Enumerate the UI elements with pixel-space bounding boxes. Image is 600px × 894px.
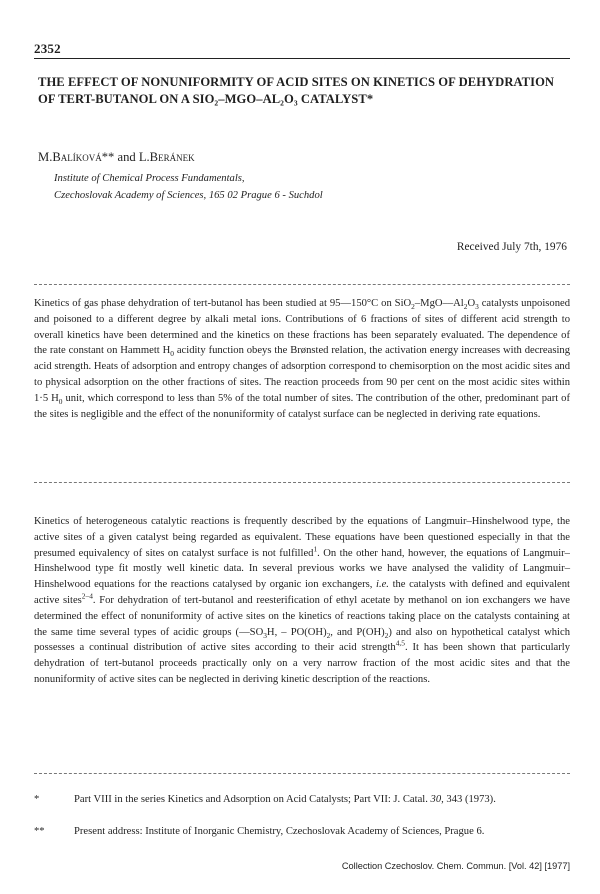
footnote-mark: *	[34, 794, 40, 805]
abstract-sub: 2	[463, 302, 468, 312]
footnote-text-rest: 343 (1973).	[443, 794, 496, 805]
abstract-bottom-rule	[34, 482, 570, 483]
abstract-text-2: –MgO––Al	[414, 298, 464, 309]
abstract-sub: 0	[170, 349, 174, 359]
footnote-2	[34, 824, 570, 839]
footnote-text: Present address: Institute of Inorganic Chemistry, Czechoslovak Academy of Sciences, Prague 6.	[74, 826, 485, 837]
body-sub: 2	[326, 630, 331, 640]
body-sub: 3	[263, 630, 267, 640]
citation: 2–4	[81, 591, 93, 601]
footnote-1	[34, 792, 570, 807]
footnote-mark: **	[34, 826, 45, 837]
affiliation-line-2: Czechoslovak Academy of Sciences, 165 02 Prague 6 - Suchdol	[54, 190, 323, 201]
affiliation	[54, 170, 323, 204]
body-text-3: the catalysts with defined and equivalent active sites	[34, 579, 570, 606]
body-text-4: . For dehydration of tert-butanol and reesterification of ethyl acetate by methanol on ion exchangers we have determined the effect of nonuniformity of active sites on the kinetics of reactions taking place on the catalysts containing at the same time several types of acidic groups (—SO	[34, 594, 570, 638]
body-text-7: ) and also on hypothetical catalyst which possesses a continual distribution of active sites according to their acid strength	[34, 626, 570, 654]
page-number: 2352	[34, 41, 61, 56]
body-text-6: , and P(OH)	[330, 626, 385, 638]
footnote-volume: 30,	[430, 794, 444, 805]
author-2: L.Beránek	[138, 150, 195, 164]
author-connector: and	[117, 150, 136, 164]
header-rule	[34, 58, 570, 59]
body-text-5: H, – PO(OH)	[266, 626, 327, 638]
body-text-2: . On the other hand, however, the equations of Langmuir–Hinshelwood type fit mostly well kinetic data. In several previous works we have analysed the validity of Langmuir–Hinshelwood equations for the reactions catalysed by organic ion exchangers,	[34, 547, 570, 591]
body-paragraph	[34, 514, 570, 688]
received-date: Received July 7th, 1976	[456, 241, 567, 253]
author-1-mark: **	[101, 150, 115, 164]
author-line	[38, 150, 195, 165]
citation: 1	[313, 544, 318, 554]
footnote-text: Part VIII in the series Kinetics and Adsorption on Acid Catalysts; Part VII: J. Catal.	[74, 794, 431, 805]
body-text-8: . It has been shown that particularly dehydration of tert-butanol proceeds practically only on a very narrow fraction of the most acidic sites and that the nonuniformity of active sites can be neglected in deriving kinetic description of the reactions.	[34, 642, 570, 685]
abstract-text-4: catalysts unpoisoned and poisoned to a different degree by alkali metal ions. Contributions of 6 fractions of sites of different acid strength to overall kinetics have been determined and the kinetics on these fractions has been separately evaluated. The dependence of the rate constant on Hammett H	[34, 298, 570, 357]
abstract-top-rule	[34, 284, 570, 285]
body-ie: i.e.	[376, 579, 389, 591]
footnote-rule	[34, 773, 570, 774]
body-text-1: Kinetics of heterogeneous catalytic reactions is frequently described by the equations of Langmuir–Hinshelwood type, the active sites of a given catalyst being regarded as equivalent. These equations have been questioned especially in that the presumed equivalency of sites on catalyst surface is not fulfilled	[34, 516, 570, 559]
abstract-sub: 3	[475, 302, 479, 312]
body-sub: 2	[384, 630, 389, 640]
author-1: M.Balíková	[38, 150, 102, 164]
abstract-text-1: Kinetics of gas phase dehydration of tert-butanol has been studied at 95—150°C on SiO	[34, 298, 412, 309]
abstract-text-3: O	[467, 298, 476, 309]
article-title: THE EFFECT OF NONUNIFORMITY OF ACID SITES ON KINETICS OF DEHYDRATION OF TERT-BUTANOL ON A SIO₂–MGO–AL₂O₃ CATALYST*	[38, 75, 555, 106]
affiliation-line-1: Institute of Chemical Process Fundamentals,	[54, 173, 245, 184]
abstract-text-6: unit, which correspond to less than 5% of the total number of sites. The contribution of the other, predominant part of the sites is negligible and the effect of the nonuniformity of catalyst surface can be neglected in deriving rate equations.	[34, 392, 570, 420]
abstract	[34, 296, 570, 422]
abstract-sub: 0	[58, 396, 63, 406]
abstract-sub: 2	[411, 302, 415, 312]
journal-footer: Collection Czechoslov. Chem. Commun. [Vol. 42] [1977]	[341, 861, 570, 871]
citation: 4,5	[395, 638, 405, 648]
abstract-text-5: acidity function obeys the Brønsted relation, the activation energy increases with decreasing acid strength. Heats of adsorption and entropy changes of adsorption correspond to chemisorption on the most acidic sites and to physical adsorption on the other fractions of sites. The reaction proceeds from 90 per cent on the most acidic sites within 1·5 H	[34, 345, 570, 404]
